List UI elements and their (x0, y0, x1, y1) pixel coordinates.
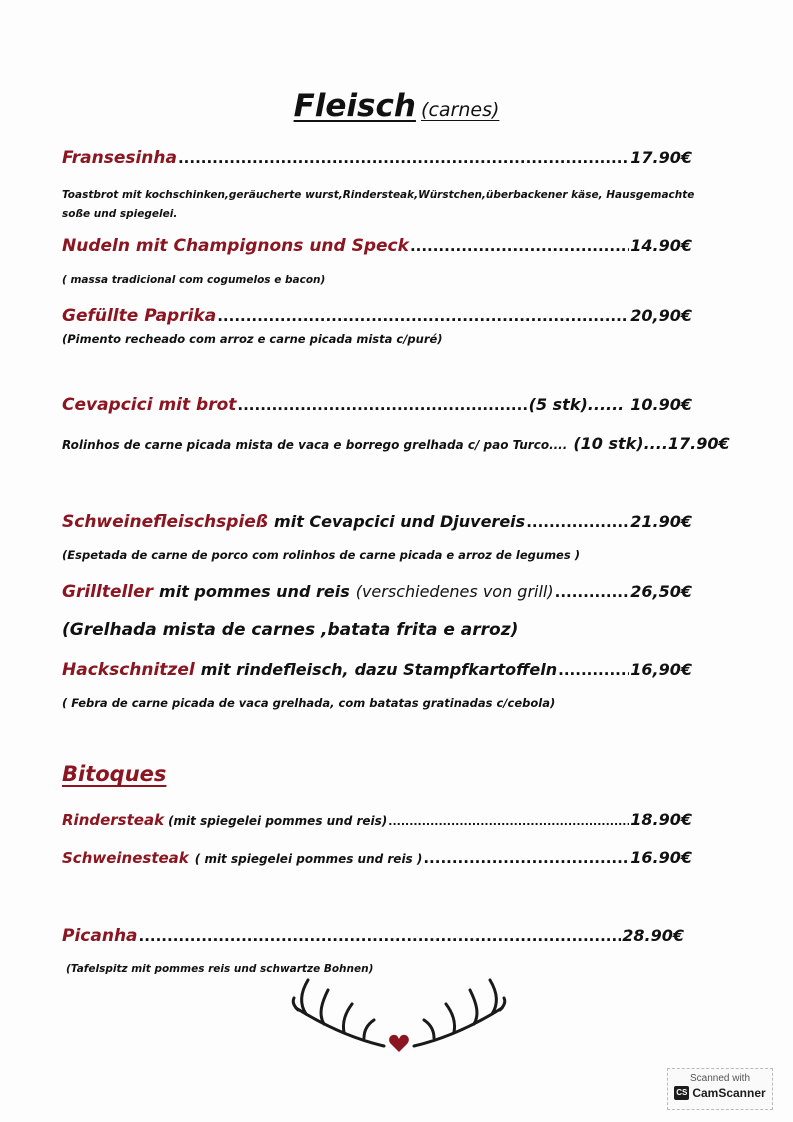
item-name: Schweinefleischspieß (62, 512, 269, 532)
item-name: Fransesinha (62, 148, 177, 168)
item-extra: mit Cevapcici und Djuvereis (274, 512, 526, 531)
item-quantity: (10 stk).... (573, 434, 668, 453)
badge-caption: Scanned with (689, 1073, 751, 1084)
camscanner-badge (667, 1068, 773, 1110)
dot-leader (555, 583, 630, 601)
item-extra: mit rindefleisch, (200, 660, 349, 679)
item-name: Hackschnitzel (62, 660, 195, 680)
item-price: 14.90€ (630, 236, 692, 255)
item-name: Cevapcici mit brot (62, 395, 237, 415)
page-title (0, 88, 793, 124)
item-extra: (mit spiegelei pommes und reis) (168, 814, 388, 828)
menu-item-cevapcici-large (62, 434, 730, 453)
item-name: Picanha (62, 926, 138, 946)
dot-leader (217, 307, 629, 325)
item-description: (Grelhada mista de carnes ,batata frita e arroz) (62, 620, 519, 640)
item-name: Gefüllte Paprika (62, 306, 217, 326)
item-description: Toastbrot mit kochschinken,geräucherte wurst,Rindersteak,Würstchen,überbackener käse, Hausgemachte soße und spiegelei. (62, 189, 695, 220)
item-name: Nudeln mit Champignons und Speck (62, 236, 409, 256)
camscanner-logo-icon: CS (674, 1086, 689, 1100)
item-name: Schweinesteak (62, 849, 189, 867)
dot-leader (388, 815, 629, 828)
dot-leader (178, 149, 629, 167)
item-name: Grillteller (62, 582, 154, 602)
item-price: 16.90€ (630, 848, 692, 867)
item-price: 18.90€ (630, 810, 692, 829)
item-price: 17.90€ (630, 148, 692, 167)
dot-leader (237, 396, 527, 414)
item-quantity: (5 stk)...... (528, 395, 625, 414)
item-description: ( Febra de carne picada de vaca grelhada, com batatas gratinadas c/cebola) (62, 696, 556, 710)
item-description: (Pimento recheado com arroz e carne picada mista c/puré) (62, 332, 443, 346)
item-price: 20,90€ (630, 306, 692, 325)
menu-item-rindersteak (62, 810, 692, 829)
menu-item-cevapcici (62, 395, 692, 415)
title-sub: (carnes) (421, 99, 500, 121)
title-main: Fleisch (293, 88, 416, 124)
item-price: 10.90€ (630, 395, 692, 414)
dot-leader (526, 513, 629, 531)
item-extra: mit pommes und reis (159, 582, 350, 601)
menu-item-picanha (62, 926, 684, 946)
item-description: (Espetada de carne de porco com rolinhos de carne picada e arroz de legumes ) (62, 548, 580, 562)
item-price: 21.90€ (630, 512, 692, 531)
item-name: Rindersteak (62, 811, 165, 829)
menu-item-hackschnitzel (62, 660, 692, 680)
item-extra: dazu Stampfkartoffeln (354, 660, 558, 679)
badge-row (668, 1086, 772, 1100)
item-description: (Tafelspitz mit pommes reis und schwartze Bohnen) (66, 963, 374, 975)
item-price: 28.90€ (622, 926, 684, 945)
item-description: ( massa tradicional com cogumelos e bacon) (62, 274, 326, 286)
menu-item-grillteller (62, 582, 692, 602)
menu-item-paprika (62, 306, 692, 326)
dot-leader (410, 237, 629, 255)
badge-brand: CamScanner (692, 1086, 766, 1100)
antlers-heart-icon (288, 972, 510, 1056)
dot-leader (139, 927, 622, 945)
item-extra-plain: (verschiedenes von grill) (355, 582, 554, 601)
menu-item-spiess (62, 512, 692, 532)
menu-item-schweinesteak (62, 848, 692, 867)
item-price: 17.90€ (667, 434, 730, 453)
menu-item-nudeln (62, 236, 692, 256)
dot-leader (423, 849, 629, 867)
item-price: 26,50€ (630, 582, 692, 601)
section-heading-bitoques: Bitoques (62, 762, 167, 786)
item-extra: ( mit spiegelei pommes und reis ) (194, 852, 423, 866)
menu-item-fransesinha (62, 148, 692, 168)
item-price: 16,90€ (630, 660, 692, 679)
dot-leader (558, 661, 629, 679)
item-description: Rolinhos de carne picada mista de vaca e borrego grelhada c/ pao Turco.... (62, 438, 568, 452)
